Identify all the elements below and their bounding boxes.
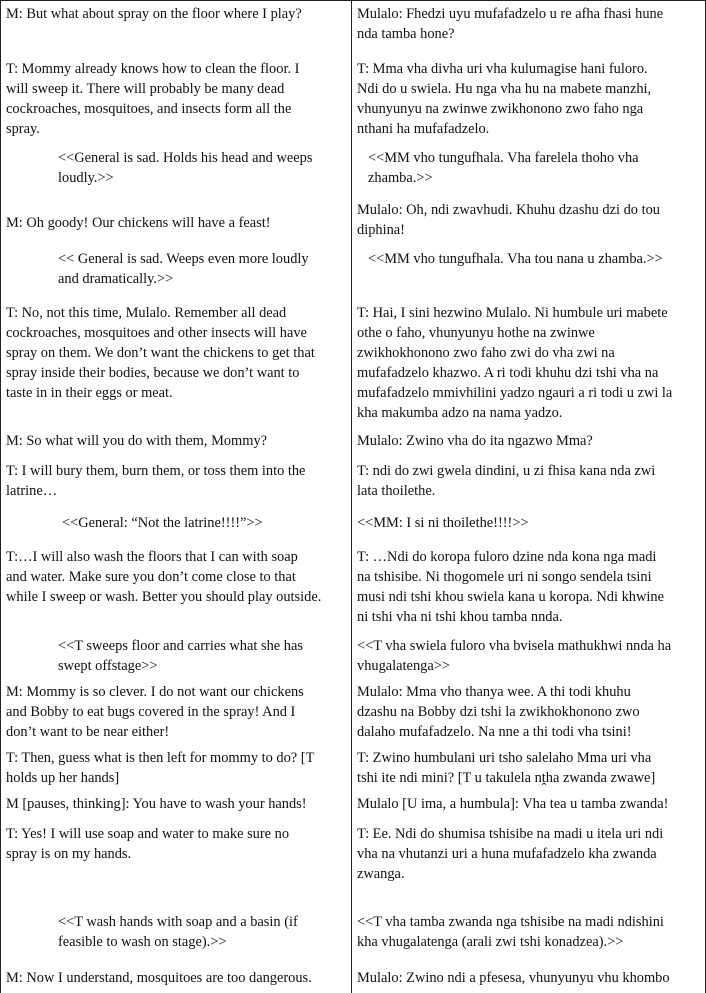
tshivenda-stage-direction: <<T vha swiela fuloro vha bvisela mathukhwi nnda ha vhugalatenga>> <box>357 638 672 674</box>
tshivenda-stage-direction: <<MM vho tungufhala. Vha tou nana u zhamba.>> <box>368 251 663 267</box>
english-stage-direction: <<General: “Not the latrine!!!!”>> <box>62 515 263 531</box>
tshivenda-line: T: Ee. Ndi do shumisa tshisibe na madi u itela uri ndi vha na vhutanzi uri a huna mufafadzelo kha zwanda zwanga. <box>357 826 664 882</box>
english-line: T: I will bury them, burn them, or toss them into the latrine… <box>6 463 306 499</box>
english-line: T: Yes! I will use soap and water to make sure no spray is on my hands. <box>6 826 290 862</box>
english-line: T: Mommy already knows how to clean the floor. I will sweep it. There will probably be many dead cockroaches, mosquitoes, and insects form all the spray. <box>6 61 300 137</box>
english-stage-direction: <<T sweeps floor and carries what she has swept offstage>> <box>58 638 303 674</box>
english-line: M: Oh goody! Our chickens will have a feast! <box>6 215 271 231</box>
tshivenda-line: Mulalo: Zwino vha do ita ngazwo Mma? <box>357 433 593 449</box>
tshivenda-line: Mulalo [U ima, a humbula]: Vha tea u tamba zwanda! <box>357 796 669 812</box>
tshivenda-stage-direction: <<MM: I si ni thoilethe!!!!>> <box>357 515 529 531</box>
english-line: M: But what about spray on the floor where I play? <box>6 6 302 22</box>
tshivenda-line: T: Hai, I sini hezwino Mulalo. Ni humbule uri mabete othe o faho, vhunyunyu hothe na zwinwe zwikhokhonono zwo faho zwi do vha zwi na mufafadzelo khazwo. A ri todi khuhu dzi tshi vha na mufafadzelo mmivhilini yadzo ngauri a ri todi u zwi la kha makumba adzo na nama yadzo. <box>357 305 673 421</box>
english-line: M [pauses, thinking]: You have to wash your hands! <box>6 796 307 812</box>
tshivenda-line: T: ndi do zwi gwela dindini, u zi fhisa kana nda zwi lata thoilethe. <box>357 463 656 499</box>
column-divider <box>351 0 352 993</box>
tshivenda-line: T: Zwino humbulani uri tsho salelaho Mma uri vha tshi ite ndi mini? [T u takulela nṱha zwanda zwawe] <box>357 750 656 786</box>
tshivenda-stage-direction: <<T vha tamba zwanda nga tshisibe na madi ndishini kha vhugalatenga (arali zwi tshi konadzea).>> <box>357 914 664 950</box>
tshivenda-line: T: Mma vha divha uri vha kulumagise hani fuloro. Ndi do u swiela. Hu nga vha hu na mabete manzhi, vhunyunyu na zwinwe zwikhonono zwo faho nga nthani ha mufafadzelo. <box>357 61 652 137</box>
table-left-border <box>0 0 1 993</box>
tshivenda-line: T: …Ndi do koropa fuloro dzine nda kona nga madi na tshisibe. Ni thogomele uri ni songo sendela tsini musi ndi tshi khou swiela kana u koropa. Ndi khwine ni tshi vha ni tshi khou tamba nnda. <box>357 549 664 625</box>
english-line: M: So what will you do with them, Mommy? <box>6 433 268 449</box>
english-stage-direction: << General is sad. Weeps even more loudly and dramatically.>> <box>58 251 309 287</box>
table-top-border <box>0 0 706 1</box>
tshivenda-line: Mulalo: Mma vho thanya wee. A thi todi khuhu dzashu na Bobby dzi tshi la zwikhokhonono zwo dalaho mufafadzelo. Na nne a thi todi vha tsini! <box>357 684 640 740</box>
english-stage-direction: <<General is sad. Holds his head and weeps loudly.>> <box>58 150 313 186</box>
english-line: T:…I will also wash the floors that I can with soap and water. Make sure you don’t come close to that while I sweep or wash. Better you should play outside. <box>6 549 322 605</box>
tshivenda-line: Mulalo: Fhedzi uyu mufafadzelo u re afha fhasi hune nda tamba hone? <box>357 6 664 42</box>
english-stage-direction: <<T wash hands with soap and a basin (if feasible to wash on stage).>> <box>58 914 298 950</box>
tshivenda-line: Mulalo: Zwino ndi a pfesesa, vhunyunyu vhu khombo <box>357 970 670 986</box>
tshivenda-stage-direction: <<MM vho tungufhala. Vha farelela thoho vha zhamba.>> <box>368 150 639 186</box>
english-line: M: Now I understand, mosquitoes are too dangerous. <box>6 970 312 986</box>
english-line: T: Then, guess what is then left for mommy to do? [T holds up her hands] <box>6 750 315 786</box>
english-line: T: No, not this time, Mulalo. Remember all dead cockroaches, mosquitoes and other insects will have spray on them. We don’t want the chickens to get that spray inside their bodies, because we don’t want to taste in in their eggs or meat. <box>6 305 315 401</box>
tshivenda-line: Mulalo: Oh, ndi zwavhudi. Khuhu dzashu dzi do tou diphina! <box>357 202 660 238</box>
english-line: M: Mommy is so clever. I do not want our chickens and Bobby to eat bugs covered in the spray! And I don’t want to be near either! <box>6 684 304 740</box>
